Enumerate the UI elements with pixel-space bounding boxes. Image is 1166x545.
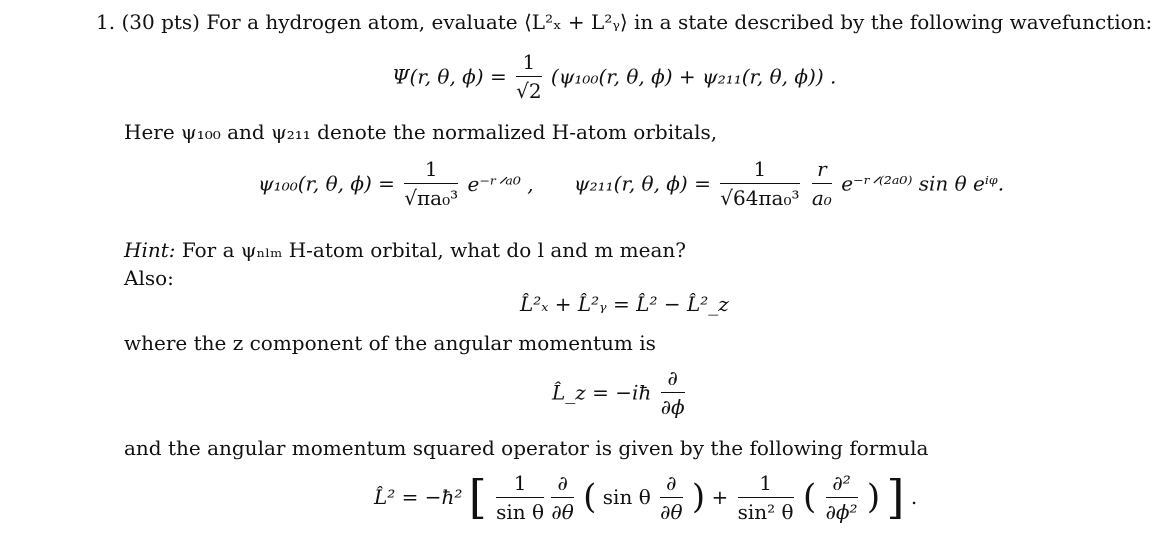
z-component-description: where the z component of the angular momentum is <box>124 331 656 355</box>
right-bracket: ] <box>886 470 905 524</box>
l2-frac-4 <box>738 471 794 524</box>
l2-frac-1 <box>496 471 544 524</box>
right-paren-1: ) <box>691 477 706 517</box>
l2-frac-2-den: ∂θ <box>551 499 574 524</box>
l2-frac-3 <box>660 471 682 524</box>
orbitals-description: Here ψ₁₀₀ and ψ₂₁₁ denote the normalized H-atom orbitals, <box>124 120 718 144</box>
psi211-fraction <box>720 157 799 210</box>
eq1-frac-num: 1 <box>516 50 541 77</box>
l-squared-description: and the angular momentum squared operator is given by the following formula <box>124 436 929 460</box>
problem-intro: (30 pts) For a hydrogen atom, evaluate ⟨L²ₓ + L²ᵧ⟩ in a state described by the following wavefunction: <box>121 10 1153 34</box>
l2-plus: + <box>711 485 729 509</box>
eq1-rhs: (ψ₁₀₀(r, θ, ϕ) + ψ₂₁₁(r, θ, ϕ)) . <box>550 64 837 89</box>
angular-identity-equation: L̂²ₓ + L̂²ᵧ = L̂² − L̂²_z <box>520 292 729 316</box>
psi211-frac-den: √64πa₀³ <box>720 186 800 210</box>
l2-lhs: L̂² = −ħ² <box>374 485 463 509</box>
l2-frac-4-den: sin² θ <box>737 499 794 524</box>
l2-frac-5 <box>826 471 858 524</box>
l2-frac-5-den: ∂ϕ² <box>825 499 858 524</box>
l-squared-operator-equation <box>374 470 917 524</box>
psi100-fraction <box>404 157 458 210</box>
eq1-frac-den: √2 <box>516 79 542 103</box>
wavefunction-equation <box>392 50 836 103</box>
lz-operator-equation <box>552 366 688 419</box>
hint-label: Hint: <box>124 238 176 262</box>
hint-line <box>124 240 686 260</box>
psi100-frac-den: √πa₀³ <box>404 186 459 210</box>
lz-lhs: L̂_z = −iħ <box>552 380 652 405</box>
left-paren-1: ( <box>583 477 597 517</box>
psi100-lhs: ψ₁₀₀(r, θ, ϕ) = <box>258 171 395 196</box>
lz-fraction <box>661 366 685 419</box>
eq1-fraction <box>516 50 541 103</box>
lz-frac-num: ∂ <box>661 366 685 393</box>
psi100-exponential: e⁻ʳᐟᵃ⁰ , <box>467 171 534 196</box>
l2-frac-1-den: sin θ <box>496 499 545 524</box>
psi211-frac-num: 1 <box>720 157 799 184</box>
l2-frac-2 <box>551 471 573 524</box>
l2-frac-2-num: ∂ <box>551 471 573 498</box>
psi100-frac-num: 1 <box>404 157 458 184</box>
psi211-ratio-num: r <box>812 157 832 184</box>
hint-text: For a ψₙₗₘ H-atom orbital, what do l and m mean? <box>181 238 686 262</box>
l2-end-period: . <box>910 485 918 509</box>
orbitals-equation <box>258 157 1004 210</box>
l2-sin-theta: sin θ <box>602 485 651 509</box>
lz-frac-den: ∂ϕ <box>660 395 685 419</box>
problem-heading <box>96 12 1152 32</box>
psi211-ratio <box>812 157 832 210</box>
right-paren-2: ) <box>866 477 881 517</box>
l2-frac-1-num: 1 <box>496 471 544 498</box>
l2-frac-5-num: ∂² <box>826 471 858 498</box>
problem-number: 1. <box>96 10 116 34</box>
psi211-ratio-den: a₀ <box>811 186 832 210</box>
eq1-lhs: Ψ(r, θ, ϕ) = <box>392 64 507 89</box>
psi211-lhs: ψ₂₁₁(r, θ, ϕ) = <box>573 171 711 196</box>
l2-frac-3-den: ∂θ <box>660 499 683 524</box>
left-paren-2: ( <box>802 477 817 517</box>
l2-frac-3-num: ∂ <box>660 471 682 498</box>
psi211-exponential: e⁻ʳᐟ⁽²ᵃ⁰⁾ sin θ eⁱᵠ. <box>841 171 1005 196</box>
left-bracket: [ <box>468 470 487 524</box>
l2-frac-4-num: 1 <box>738 471 794 498</box>
also-label: Also: <box>124 266 174 290</box>
